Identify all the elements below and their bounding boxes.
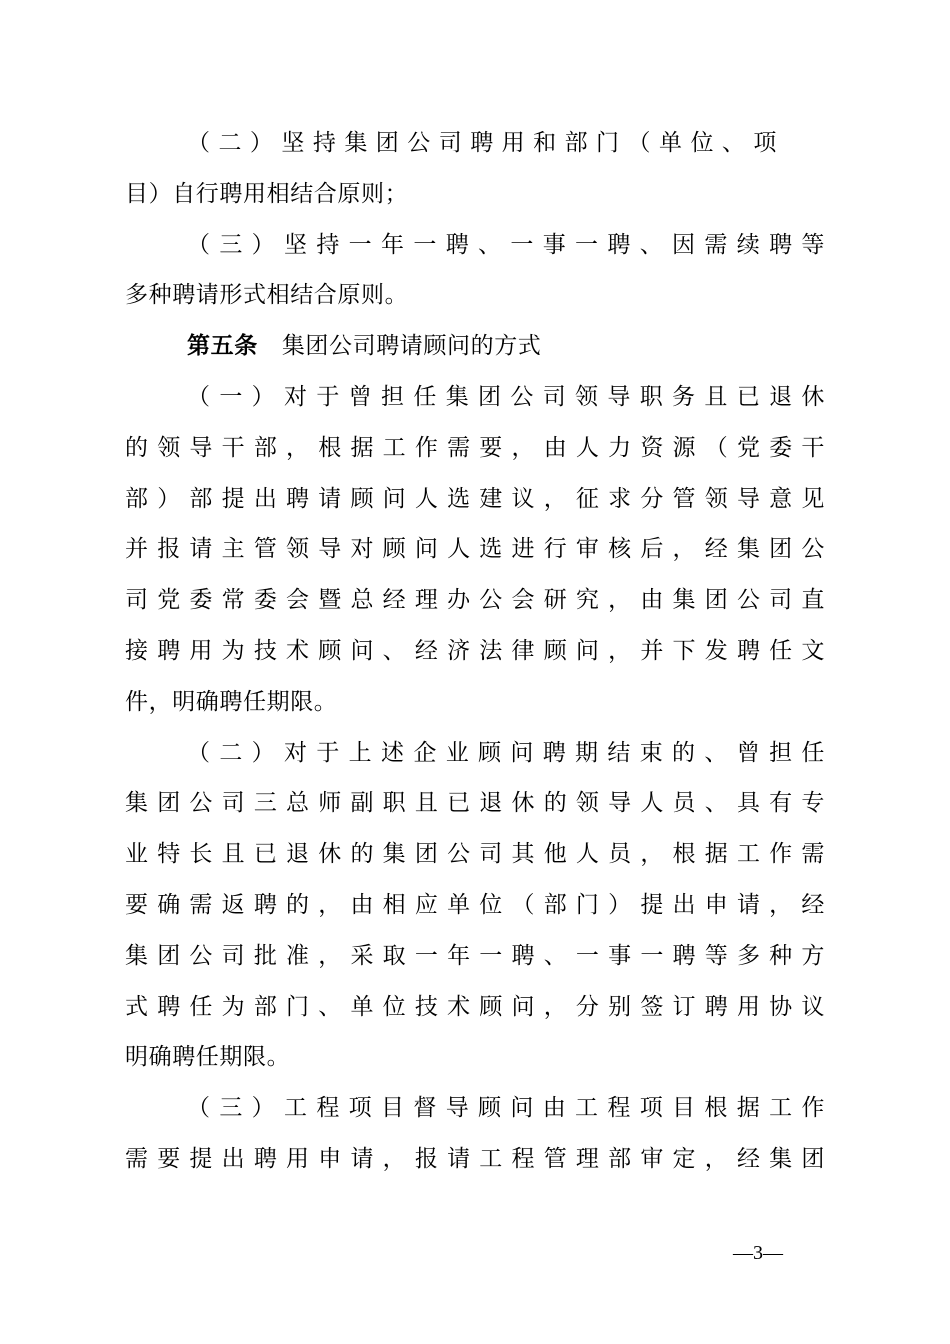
line-text: 部）部提出聘请顾问人选建议，征求分管领导意见 xyxy=(125,485,825,512)
article-number: 第五条 xyxy=(187,332,258,360)
paragraph-line xyxy=(125,270,825,321)
paragraph-line xyxy=(125,626,825,677)
line-text: 要确需返聘的，由相应单位（部门）提出申请，经 xyxy=(125,891,825,918)
paragraph-line xyxy=(125,220,825,271)
line-text: 司党委常委会暨总经理办公会研究，由集团公司直 xyxy=(125,587,825,614)
paragraph-line xyxy=(125,575,825,626)
line-text: 式聘任为部门、单位技术顾问，分别签订聘用协议 xyxy=(125,993,825,1020)
line-text: 业特长且已退休的集团公司其他人员，根据工作需 xyxy=(125,841,825,868)
line-text: 需要提出聘用申请，报请工程管理部审定，经集团 xyxy=(125,1145,825,1172)
paragraph-line xyxy=(125,1032,825,1083)
paragraph-line xyxy=(125,1134,825,1185)
line-text: （二）坚持集团公司聘用和部门（单位、项 xyxy=(187,130,777,156)
line-text: 明确聘任期限。 xyxy=(125,1044,291,1071)
line-text: 件，明确聘任期限。 xyxy=(125,688,338,715)
paragraph-line xyxy=(125,880,825,931)
paragraph-line xyxy=(125,169,825,220)
paragraph-line xyxy=(125,118,777,169)
paragraph-line xyxy=(125,778,825,829)
document-body xyxy=(125,118,825,1185)
paragraph-line xyxy=(125,1083,825,1134)
paragraph-line xyxy=(125,372,825,423)
line-text: 多种聘请形式相结合原则。 xyxy=(125,282,409,309)
paragraph-line xyxy=(125,524,825,575)
paragraph-line xyxy=(125,728,825,779)
line-text: 集团公司批准，采取一年一聘、一事一聘等多种方 xyxy=(125,942,825,969)
line-text: （三）坚持一年一聘、一事一聘、因需续聘等 xyxy=(187,231,825,258)
paragraph-line xyxy=(125,474,825,525)
line-text: 接聘用为技术顾问、经济法律顾问，并下发聘任文 xyxy=(125,637,825,664)
article-heading-line xyxy=(125,321,825,372)
line-text: 并报请主管领导对顾问人选进行审核后，经集团公 xyxy=(125,536,825,563)
line-text: （一）对于曾担任集团公司领导职务且已退休 xyxy=(187,383,825,410)
page-number: —3— xyxy=(733,1242,783,1264)
paragraph-line xyxy=(125,931,825,982)
paragraph-line xyxy=(125,677,825,728)
line-text: 的领导干部，根据工作需要，由人力资源（党委干 xyxy=(125,434,825,461)
line-text: （三）工程项目督导顾问由工程项目根据工作 xyxy=(187,1095,825,1122)
line-text: 集团公司三总师副职且已退休的领导人员、具有专 xyxy=(125,790,825,817)
line-text: 集团公司聘请顾问的方式 xyxy=(281,333,542,360)
line-text: （二）对于上述企业顾问聘期结束的、曾担任 xyxy=(187,739,825,766)
paragraph-line xyxy=(125,829,825,880)
paragraph-line xyxy=(125,423,825,474)
paragraph-line xyxy=(125,982,825,1033)
line-text: 目）自行聘用相结合原则； xyxy=(125,180,409,207)
